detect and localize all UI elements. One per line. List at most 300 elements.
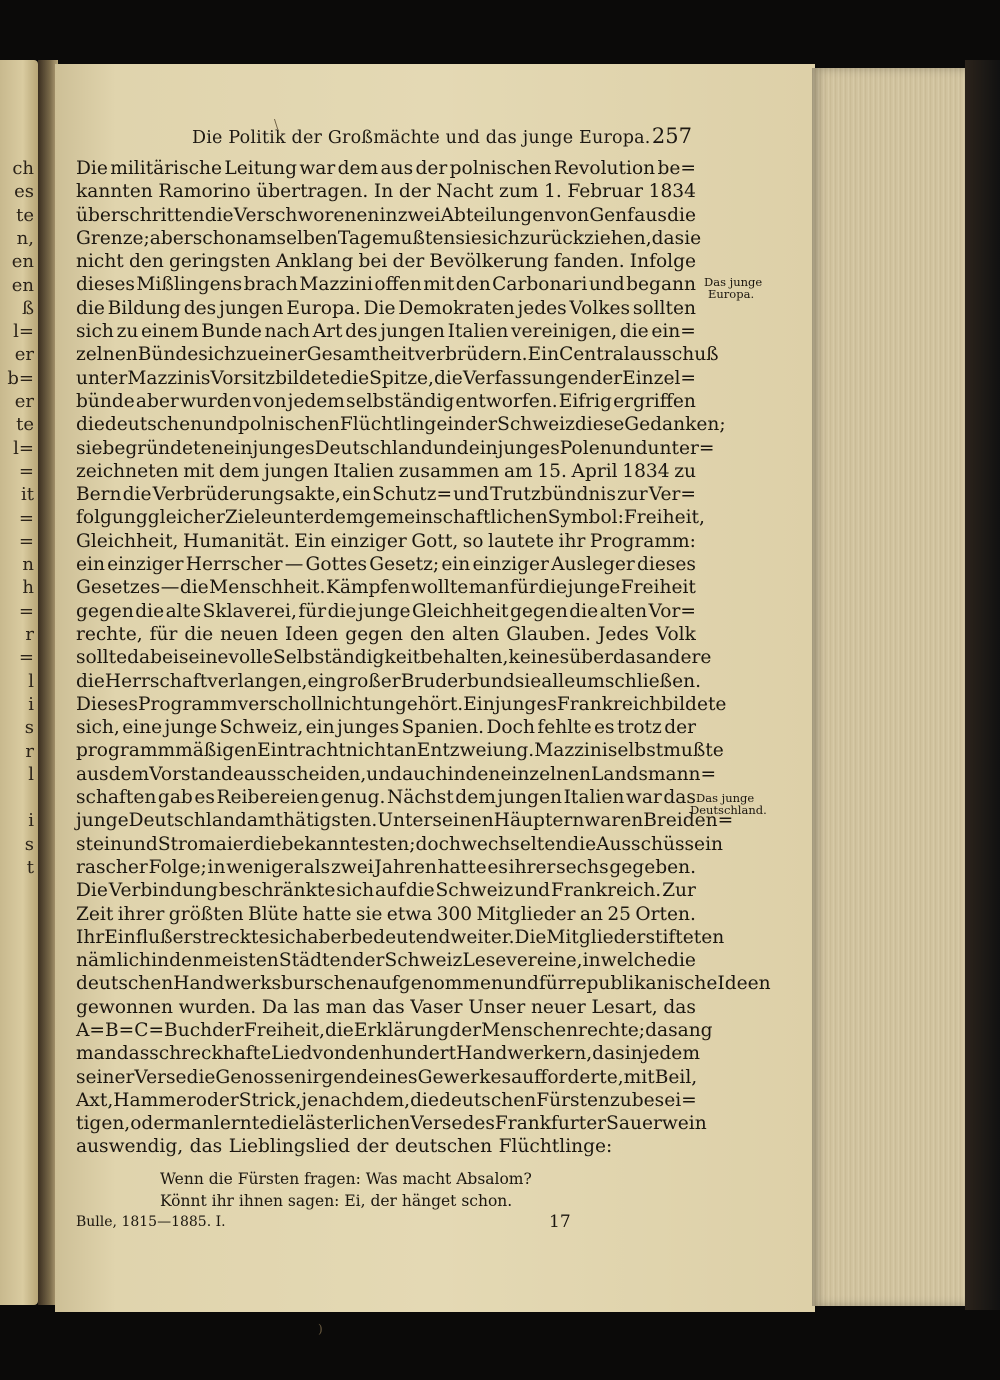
- word: volle: [228, 647, 274, 669]
- text-line: [76, 506, 705, 529]
- left-page-fragment: =: [18, 507, 34, 529]
- footer-author-volume: Bulle, 1815—1885. I.: [76, 1214, 226, 1230]
- text-line: [76, 1042, 700, 1065]
- word: Handwerksburschen: [173, 973, 369, 995]
- word: auf: [374, 880, 405, 902]
- word: übertragen.: [256, 181, 369, 203]
- word: den: [169, 950, 205, 972]
- word: sechs: [556, 856, 609, 878]
- word: wurden: [179, 390, 252, 412]
- word: sich: [76, 321, 114, 343]
- word: für: [510, 577, 538, 599]
- word: Polen: [559, 437, 612, 459]
- text-line: [76, 1135, 696, 1158]
- word: den: [455, 274, 491, 296]
- word: nach: [264, 321, 310, 343]
- left-page-fragment: l: [28, 670, 34, 692]
- left-page-fragment: s: [24, 833, 34, 855]
- word: stein: [76, 833, 122, 855]
- word: doch: [415, 833, 461, 855]
- word: sie: [514, 670, 542, 692]
- word: beschränkte: [218, 880, 336, 902]
- word: Mazzinis: [127, 367, 211, 389]
- word: Erklärung: [353, 1019, 450, 1041]
- left-page-fragment: er: [14, 391, 34, 412]
- word: zu: [674, 460, 696, 482]
- word: wurden.: [178, 996, 257, 1018]
- word: bildete: [275, 367, 341, 389]
- left-page-fragment: te: [16, 204, 34, 226]
- word: oder: [195, 1089, 239, 1111]
- word: Centralausschuß: [559, 344, 719, 366]
- word: in: [624, 1043, 643, 1065]
- word: Vorstande: [149, 763, 244, 785]
- word: unter: [76, 367, 128, 389]
- text-line: [76, 227, 702, 250]
- word: das: [663, 787, 696, 809]
- word: Mazzini: [299, 274, 373, 296]
- word: zusammen: [398, 460, 500, 482]
- word: hundert: [380, 1043, 457, 1065]
- verse-quote: [160, 1168, 532, 1212]
- word: Gewerkes: [417, 1066, 512, 1088]
- text-line: [76, 693, 727, 716]
- word: den: [409, 623, 445, 645]
- word: die: [667, 950, 696, 972]
- word: genug.: [320, 787, 386, 809]
- left-page-text-fragments: [0, 60, 38, 1305]
- word: Gesamtheit: [306, 344, 415, 366]
- word: 1834: [648, 181, 696, 203]
- page-number: 257: [651, 124, 692, 148]
- left-page-fragment: =: [18, 647, 34, 669]
- left-page-fragment: l=: [13, 437, 34, 459]
- word: deutschen: [76, 973, 174, 995]
- word: ein: [441, 554, 471, 576]
- word: Volkes: [569, 297, 631, 319]
- margin-note-line: Deutschland.: [690, 802, 767, 817]
- text-line: [76, 413, 726, 436]
- word: Stromaier: [157, 833, 253, 855]
- text-line: [76, 343, 719, 366]
- word: militärische: [110, 158, 223, 179]
- word: Da: [261, 996, 288, 1018]
- word: Mitglieder: [546, 926, 646, 948]
- word: weniger: [226, 856, 303, 878]
- left-page-edge: [0, 60, 38, 1305]
- word: Menschenrechte;: [481, 1019, 646, 1041]
- text-line: [76, 483, 696, 506]
- book-cover-edge: [965, 60, 1000, 1310]
- word: Gleichheit,: [76, 530, 179, 552]
- word: selbständig: [346, 390, 455, 412]
- word: Nacht: [436, 181, 494, 203]
- word: in: [151, 950, 170, 972]
- word: Freiheit,: [243, 1019, 325, 1041]
- text-line: [76, 180, 696, 203]
- word: dieses: [76, 274, 135, 296]
- text-line: [76, 320, 696, 343]
- text-line: [76, 1112, 707, 1135]
- text-line: [76, 460, 696, 483]
- word: verscholl: [237, 693, 324, 715]
- left-page-fragment: te: [16, 414, 34, 436]
- word: rechte,: [76, 623, 143, 645]
- word: zur: [616, 484, 648, 506]
- word: Februar: [567, 181, 644, 203]
- text-line: [76, 949, 696, 972]
- word: aus: [634, 204, 667, 226]
- word: las: [293, 996, 321, 1018]
- word: deutschen: [104, 414, 203, 436]
- word: wollte: [410, 577, 469, 599]
- word: die: [324, 1019, 354, 1041]
- word: Herrscher: [185, 554, 283, 576]
- word: aus: [380, 158, 414, 179]
- word: Mißlingens: [136, 274, 243, 296]
- word: Frankfurter: [494, 1113, 607, 1135]
- word: da: [645, 1019, 669, 1041]
- word: großer: [336, 670, 401, 692]
- word: A=B=C=Buch: [76, 1019, 213, 1041]
- word: Bern: [76, 484, 122, 506]
- word: man: [173, 1113, 214, 1135]
- left-page-fragment: b=: [7, 367, 34, 389]
- word: Programm: [137, 693, 238, 715]
- word: Ramorino: [158, 181, 251, 203]
- word: Spanien.: [401, 717, 485, 739]
- word: bei: [358, 251, 388, 273]
- word: jedem: [287, 390, 345, 412]
- word: Ein: [527, 344, 560, 366]
- word: Vor=: [648, 600, 696, 622]
- word: deutschen: [438, 1089, 537, 1111]
- word: keines: [508, 647, 570, 669]
- word: am: [246, 810, 276, 832]
- word: Orten.: [635, 903, 696, 925]
- word: selbst: [607, 740, 664, 762]
- word: sich: [481, 227, 520, 249]
- left-page-fragment: r: [25, 740, 34, 762]
- word: Frankreich: [556, 693, 662, 715]
- word: der: [398, 181, 431, 203]
- word: folgung: [76, 507, 148, 529]
- text-line: [76, 833, 723, 856]
- word: Programm:: [589, 530, 696, 552]
- word: ein: [307, 670, 337, 692]
- word: es: [594, 717, 615, 739]
- word: sich: [198, 344, 237, 366]
- word: junge: [357, 600, 411, 622]
- word: wechselten: [460, 833, 568, 855]
- word: die: [76, 297, 105, 319]
- word: Bunde: [201, 321, 262, 343]
- word: ein=: [651, 321, 696, 343]
- word: jungen: [218, 297, 284, 319]
- word: den: [465, 763, 501, 785]
- word: alle: [541, 670, 576, 692]
- word: 15.: [537, 460, 567, 482]
- text-line: [76, 576, 696, 599]
- word: gegeben.: [609, 856, 696, 878]
- word: gemeinschaftlichen: [363, 507, 548, 529]
- word: alte: [165, 600, 202, 622]
- word: Verbindung: [108, 880, 218, 902]
- word: Gedanken;: [624, 414, 726, 436]
- word: einzelnen: [500, 763, 592, 785]
- word: Unter: [377, 810, 433, 832]
- word: nicht: [76, 251, 124, 273]
- word: Gott,: [411, 530, 459, 552]
- word: die: [410, 1089, 439, 1111]
- word: Genf: [589, 204, 635, 226]
- word: von: [252, 390, 287, 412]
- word: nicht: [345, 740, 394, 762]
- word: Hammer: [113, 1089, 196, 1111]
- word: Demokraten: [398, 297, 515, 319]
- word: Gesetzes: [76, 577, 161, 599]
- word: nicht: [323, 693, 371, 715]
- word: so: [462, 530, 484, 552]
- word: den: [346, 1043, 381, 1065]
- word: Art: [312, 321, 343, 343]
- word: neuer: [530, 996, 586, 1018]
- word: jedes: [517, 297, 567, 319]
- text-line: [76, 972, 771, 995]
- word: dem: [218, 460, 260, 482]
- word: junges: [336, 717, 400, 739]
- word: Infolge: [629, 251, 696, 273]
- word: bünde: [76, 390, 135, 412]
- word: zelnen: [76, 344, 138, 366]
- left-page-fragment: i: [28, 693, 34, 715]
- word: Deutschland: [128, 810, 247, 832]
- word: und: [432, 437, 469, 459]
- word: größten: [168, 903, 244, 925]
- word: je: [301, 1089, 319, 1111]
- word: ergriffen: [613, 390, 696, 412]
- word: Ausleger: [551, 554, 635, 576]
- word: die: [179, 577, 209, 599]
- word: Mazzini: [534, 740, 608, 762]
- word: Spitze,: [369, 367, 434, 389]
- word: Menschheit.: [209, 577, 326, 599]
- word: dem: [108, 763, 150, 785]
- word: Sauerwein: [606, 1113, 707, 1135]
- word: Verbrüderungsakte,: [152, 484, 341, 506]
- page-stack-edge: [812, 68, 980, 1306]
- text-line: [76, 437, 715, 460]
- word: des: [345, 321, 378, 343]
- word: welche: [600, 950, 667, 972]
- word: dieses: [636, 554, 696, 576]
- word: Schweiz: [435, 880, 514, 902]
- word: in: [582, 950, 601, 972]
- word: gleicher: [147, 507, 225, 529]
- word: be=: [657, 158, 696, 179]
- word: der: [449, 1019, 482, 1041]
- word: Schweiz: [384, 950, 463, 972]
- word: am: [503, 460, 533, 482]
- word: mit: [183, 460, 215, 482]
- word: Fürsten: [536, 1089, 610, 1111]
- word: die: [135, 600, 165, 622]
- word: zum: [499, 181, 539, 203]
- word: Blüte: [248, 903, 299, 925]
- word: begann: [626, 274, 696, 296]
- word: verbrüdern.: [414, 344, 528, 366]
- word: sollten: [632, 297, 696, 319]
- word: bildete: [661, 693, 727, 715]
- word: dabei: [127, 647, 179, 669]
- word: Strick,: [238, 1089, 302, 1111]
- word: Italien: [447, 321, 509, 343]
- word: Schweiz,: [219, 717, 304, 739]
- word: fehlte: [537, 717, 592, 739]
- word: Bünde: [137, 344, 199, 366]
- word: ein: [342, 484, 371, 506]
- margin-note-line: Europa.: [708, 286, 755, 301]
- word: der: [352, 950, 385, 972]
- word: eines: [368, 1066, 418, 1088]
- word: Vorsitz: [210, 367, 276, 389]
- text-line: [76, 763, 717, 786]
- word: Volk: [655, 623, 696, 645]
- word: Vaser: [410, 996, 463, 1018]
- word: sie: [355, 903, 383, 925]
- word: Freiheit: [620, 577, 696, 599]
- word: —: [284, 554, 304, 576]
- word: republikanische: [566, 973, 718, 995]
- word: andere: [645, 647, 712, 669]
- word: 1.: [544, 181, 562, 203]
- margin-note-line: Das junge: [704, 275, 763, 289]
- word: es: [194, 787, 215, 809]
- word: zu: [609, 1089, 632, 1111]
- word: Schweiz: [497, 414, 575, 436]
- text-line: [76, 739, 724, 762]
- word: Flüchtlinge:: [498, 1136, 613, 1158]
- ink-mark: ): [318, 1322, 323, 1336]
- word: Jedes: [597, 623, 649, 645]
- word: kannten: [76, 181, 153, 203]
- word: in: [447, 763, 466, 785]
- word: sie: [455, 227, 482, 249]
- word: der: [356, 1136, 389, 1158]
- word: der: [212, 1019, 244, 1041]
- word: Grenze;: [76, 227, 150, 249]
- word: überschritten: [76, 204, 205, 226]
- word: und: [453, 484, 489, 506]
- word: junge: [164, 717, 218, 739]
- word: an: [393, 740, 417, 762]
- word: für: [149, 623, 178, 645]
- word: in: [447, 414, 466, 436]
- word: Jahren: [374, 856, 437, 878]
- left-page-fragment: =: [18, 460, 34, 482]
- word: Ideen: [285, 623, 339, 645]
- ink-mark: \: [274, 117, 279, 131]
- word: das: [612, 647, 646, 669]
- word: Symbol:: [547, 507, 624, 529]
- word: junges: [494, 693, 557, 715]
- word: seinen: [432, 810, 494, 832]
- verse-line: Wenn die Fürsten fragen: Was macht Absalom?: [160, 1170, 532, 1188]
- word: die: [433, 367, 463, 389]
- word: gewonnen: [76, 996, 173, 1018]
- word: Leitung: [224, 158, 298, 179]
- word: Beil,: [654, 1066, 698, 1088]
- word: vereinigen,: [511, 321, 618, 343]
- word: seine: [178, 647, 229, 669]
- word: Gottes: [305, 554, 368, 576]
- word: jungen: [264, 460, 329, 482]
- word: mußten: [382, 227, 456, 249]
- word: ausscheiden,: [243, 763, 367, 785]
- word: —: [160, 577, 180, 599]
- word: Verschworenen: [233, 204, 380, 226]
- word: Breiden=: [643, 810, 734, 832]
- word: sie: [76, 437, 103, 459]
- word: es: [487, 856, 508, 878]
- word: die: [186, 1066, 216, 1088]
- word: die: [76, 414, 105, 436]
- word: Die: [514, 926, 547, 948]
- word: meisten: [204, 950, 279, 972]
- word: dem: [337, 158, 379, 179]
- text-line: [76, 297, 696, 320]
- word: Lied: [271, 1043, 313, 1065]
- word: der: [664, 717, 696, 739]
- text-line: [76, 250, 696, 273]
- verse-line: Könnt ihr ihnen sagen: Ei, der hänget schon.: [160, 1192, 513, 1210]
- word: für: [538, 973, 567, 995]
- word: zwei: [397, 204, 441, 226]
- word: da: [651, 227, 675, 249]
- word: ein: [76, 554, 105, 576]
- word: mit: [623, 1066, 655, 1088]
- word: die: [619, 321, 649, 343]
- word: sich,: [76, 717, 120, 739]
- word: Bevölkerung: [429, 251, 549, 273]
- word: aufforderte,: [511, 1066, 624, 1088]
- word: die: [122, 484, 152, 506]
- word: die: [252, 833, 282, 855]
- word: einziger: [107, 554, 184, 576]
- word: die: [76, 670, 105, 692]
- word: auch: [402, 763, 448, 785]
- text-line: [76, 530, 696, 553]
- left-page-fragment: en: [11, 251, 34, 273]
- text-line: [76, 856, 696, 879]
- left-page-fragment: n: [22, 554, 34, 576]
- word: umschließen.: [575, 670, 701, 692]
- word: an: [579, 903, 603, 925]
- left-page-fragment: ch: [12, 158, 34, 179]
- text-line: [76, 367, 696, 390]
- word: in: [207, 856, 226, 878]
- word: aufgenommen: [368, 973, 504, 995]
- word: lernte: [213, 1113, 271, 1135]
- word: Unser: [468, 996, 526, 1018]
- word: von: [555, 204, 590, 226]
- word: tigen,: [76, 1113, 131, 1135]
- word: das: [663, 996, 696, 1018]
- word: Ausschüsse: [596, 833, 706, 855]
- text-line: [76, 670, 701, 693]
- word: Lesart,: [591, 996, 658, 1018]
- word: die: [569, 600, 599, 622]
